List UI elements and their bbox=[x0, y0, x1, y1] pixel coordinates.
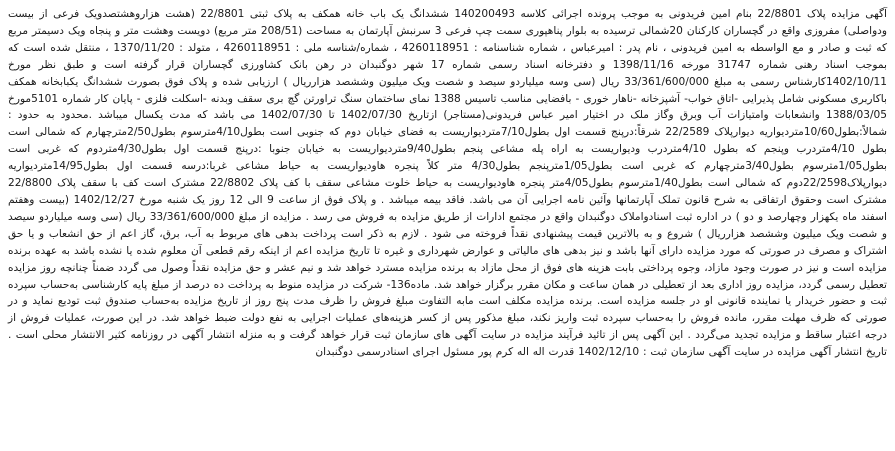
auction-notice-text: آگهی مزایده پلاک 22/8801 بنام امین فریدونی به موجب پرونده اجرائی کلاسه 140200493 ششدانگ یک باب خانه همکف به پلاک ثبتی 22/8801 (هشت هزاروهشتصدویک فرعی از بیست ودواصلی) مفروزی واقع در گچساران کارکنان 20شمالی ترسیده به بلوار پناهپوری سمت چپ فرعی 3 سرنبش آپارتمان به مساحت (208/51 متر مربع) دویست وهشت متر و پنجاه ویک دسیمتر مربع که ثبت و صادر و مع الواسطه به امین فریدونی ، نام پدر : امیرعباس ، شماره شناسنامه : 4260118951 ، شماره/شناسه ملی : 4260118951 ، متولد : 1370/11/20 ، منتقل شده است که بموجب اسناد رهنی شماره 31747 مورخه 1398/11/16 و دفترخانه اسناد رسمی شماره 17 شهر دوگنبدان در رهن بانک کشاورزی گچساران قرار گرفته است و طبق نظر مورخ 1402/10/11کارشناس رسمی به مبلغ 33/361/600/000 ریال (سی وسه میلیاردو سیصد و شصت ویک میلیون وششصد هزارریال ) ارزیابی شده و پلاک فوق بصورت ششدانگ یکبابخانه همکف باکاربری مسکونی شامل پذیرایی -اتاق خواب- آشپزخانه -ناهار خوری - بافضایی مناسب تاسیس 1388 نمای ساختمان سنگ تراورتن گچ بری سقف وبدنه -اسکلت فلزی - پایان کار شماره 5101مورخ 1388/03/05 وانشعابات وامتیازات آب وبرق وگاز ملک در اختیار امیر عباس فریدونی(مستاجر) ازتاریخ 1402/07/30 تا 1402/07/30 می باشد که مدت یکسال میباشد .محدود به حدود : شمالاً:بطول10/60متردیواریه دیوارپلاک 22/2589 شرقاً:درپنج قسمت اول بطول7/10متردیواریست به فضای خیابان دوم که جنوبی است بطول4/10مترسوم بطول2/50مترچهارم که شمالی است بطول 4/10متردرب وپنجم که بطول 4/10متردرب ودیواریست به اراه پله مشاعی پنجم بطول9/40متردیواریست به خیابان جنوبا :درپنج قسمت اول بطول4/30متردوم که غربی است بطول1/05مترسوم بطول3/40مترچهارم که غربی است بطول1/05مترپنجم بطول4/30 متر کلاً پنجره هاودیواریست به حیاط مشاعی غربا:درسه قسمت اول بطول14/95متردیواریه دیوارپلاک22/2598دوم که شمالی است بطول1/40مترسوم بطول4/05متر پنجره هاودیواریست به حیاط خلوت مشاعی سقف با کف پلاک 22/8802 مشترک است کف با سقف پلاک 22/8800 مشترک است وحقوق ارتفاقی به شرح قانون تملک آپارتمانها وآئین نامه اجرایی آن می باشد. فاقد بیمه میباشد . و پلاک فوق از ساعت 9 الی 12 روز یک شنبه مورخ 1402/12/27 (بیست وهفتم اسفند ماه یکهزار وچهارصد و دو ) در اداره ثبت اسنادواملاک دوگنبدان واقع در مجتمع ادارات از طریق مزایده به فروش می رسد . مزایده از مبلغ 33/361/600/000 ریال (سی وسه میلیاردو سیصد و شصت ویک میلیون وششصد هزارریال ) شروع و به بالاترین قیمت پیشنهادی نقداً فروخته می شود . لازم به ذکر است پرداخت بدهی های مربوط به آب، برق، گاز اعم از حق انشعاب و یا حق اشتراک و مصرف در صورتی که مورد مزایده دارای آنها باشد و نیز بدهی های مالیاتی و عوارض شهرداری و غیره تا تاریخ مزایده اعم از اینکه رقم قطعی آن معلوم شده یا نشده باشد به عهده برنده مزایده است و نیز در صورت وجود مازاد، وجوه پرداختی بابت هزینه های فوق از محل مازاد به برنده مزایده مسترد خواهد شد و نیم عشر و حق مزایده نقداً وصول می گردد ضمناً چنانچه روز مزایده تعطیل رسمی گردد، مزایده روز اداری بعد از تعطیلی در همان ساعت و مکان مقرر برگزار خواهد شد. ماده136- شرکت در مزایده منوط به پرداخت ده درصد از مبلغ پایه کارشناسی به‌حساب سپرده ثبت و حضور خریدار یا نماینده قانونی او در جلسه مزایده است. برنده مزایده مکلف است مابه التفاوت مبلغ فروش را ظرف مدت پنج روز از تاریخ مزایده به‌حساب صندوق ثبت تودیع نماید و در صورتی که ظرف مهلت مقرر، مانده فروش را به‌حساب سپرده ثبت واریز نکند، مبلغ مذکور پس از کسر هزینه‌های عملیات اجرایی به نفع دولت ضبط خواهد شد. در این صورت، عملیات فروش از درجه اعتبار ساقط و مزایده تجدید می‌گردد . این آگهی پس از تائید فرآیند مزایده در سایت آگهی های سازمان ثبت قرار خواهد گرفت و به منزله انتشار آگهی در روزنامه کثیر الانتشار محلی است . تاریخ انتشار آگهی مزایده در سایت آگهی سازمان ثبت : 1402/12/10 قدرت اله اله کرم پور مسئول اجرای اسنادرسمی دوگنبدان bbox=[8, 8, 888, 359]
